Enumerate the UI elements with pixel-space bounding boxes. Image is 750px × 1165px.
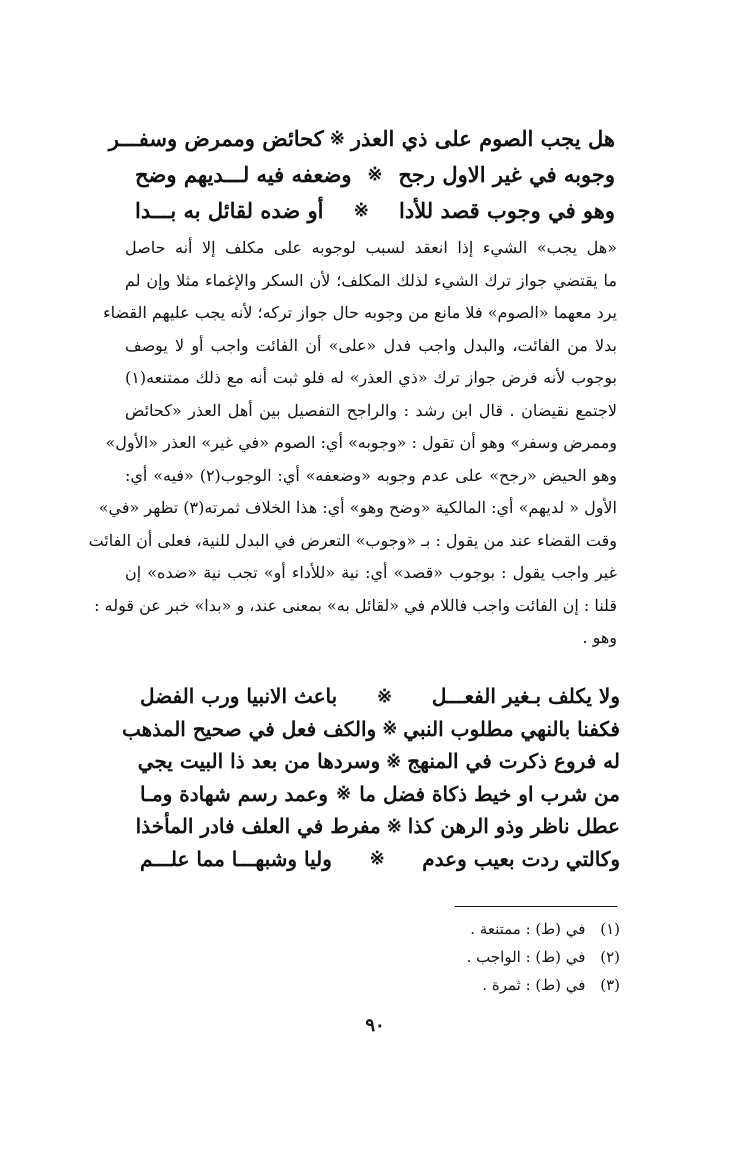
- commentary-line: بدلا من الفائت، والبدل واجب فدل «على» أن الفائت واجب أو لا يوصف: [125, 335, 617, 355]
- commentary-line: قلنا : إن الفائت واجب فاللام في «لقائل به» بمعنى عند، و «بدا» خبر عن قوله :: [94, 595, 617, 615]
- footnote-item: [380, 915, 620, 943]
- verse-second-hemistich: وعمد رسم شهادة ومـا: [140, 781, 329, 806]
- verse-first-hemistich: ولا يكلف بـغير الفعـــل: [431, 684, 620, 709]
- footnote-number: (٢): [600, 948, 620, 966]
- footnote-text: في (ط) : ثمرة .: [482, 976, 586, 994]
- footnote-text: في (ط) : ممتنعة .: [470, 920, 586, 938]
- commentary-line: لاجتمع نقيضان . قال ابن رشد : والراجح التفصيل بين أهل العذر «كحائض: [125, 400, 617, 420]
- verse-line: [135, 810, 620, 843]
- footnote-divider: [455, 906, 617, 907]
- commentary-line: بوجوب لأنه فرض جواز ترك «ذي العذر» له فلو ثبت أنه مع ذلك ممتنعه(١): [125, 368, 617, 387]
- commentary-line: غير واجب يقول : بوجوب «قصد» أي: نية «للأداء أو» تجب نية «ضده» إن: [125, 563, 617, 582]
- verse-second-hemistich: أو ضده لقائل به بـــدا: [135, 197, 324, 223]
- footnote-text: في (ط) : الواجب .: [466, 948, 586, 966]
- verse-line: [135, 156, 615, 192]
- verse-second-hemistich: وضعفه فيه لـــديهم وضح: [135, 161, 352, 187]
- verse-first-hemistich: من شرب او خيط ذكاة فضل ما: [359, 781, 620, 806]
- verse-first-hemistich: وجوبه في غير الاول رجح: [398, 161, 615, 187]
- verse-line: [137, 745, 620, 778]
- star-separator-icon: ※: [336, 783, 352, 805]
- verse-first-hemistich: وهو في وجوب قصد للأدا: [399, 197, 615, 223]
- star-separator-icon: ※: [369, 848, 385, 870]
- verse-second-hemistich: باعث الانبيا ورب الفضل: [140, 684, 338, 709]
- verse-block-bottom: [121, 680, 620, 875]
- commentary-line: وهو الحيض «رجح» على عدم وجوبه «وضعفه» أي: الوجوب(٢) «فيه» أي:: [125, 465, 617, 485]
- commentary-line: وهو .: [582, 628, 617, 647]
- verse-first-hemistich: هل يجب الصوم على ذي العذر: [350, 125, 615, 151]
- verse-line: [140, 680, 620, 713]
- verse-line: [121, 713, 620, 746]
- star-separator-icon: ※: [367, 163, 383, 185]
- footnote-number: (١): [600, 920, 620, 938]
- commentary-line: يرد معهما «الصوم» فلا مانع من وجوبه حال جواز تركه؛ لأنه يجب عليهم القضاء: [103, 303, 617, 322]
- star-separator-icon: ※: [353, 199, 369, 221]
- verse-line: [140, 843, 620, 876]
- star-separator-icon: ※: [382, 718, 398, 740]
- verse-second-hemistich: والكف فعل في صحيح المذهب: [121, 716, 377, 741]
- footnote-item: [380, 971, 620, 999]
- verse-block-top: [108, 120, 615, 228]
- verse-first-hemistich: له فروع ذكرت في المنهج: [407, 749, 620, 774]
- footnote-number: (٣): [600, 976, 620, 994]
- commentary-line: ما يقتضي جواز ترك الشيء لذلك المكلف؛ لأن السكر والإغماء مثلا وإن لم: [125, 270, 617, 290]
- verse-first-hemistich: فكفنا بالنهي مطلوب النبي: [403, 716, 620, 741]
- verse-second-hemistich: كحائض وممرض وسفـــر: [108, 125, 324, 151]
- verse-first-hemistich: وكالتي ردت بعيب وعدم: [422, 846, 620, 871]
- star-separator-icon: ※: [386, 750, 402, 772]
- verse-line: [108, 120, 615, 156]
- verse-second-hemistich: وليا وشبهـــا مما علـــم: [140, 846, 332, 871]
- page-number: ٩٠: [365, 1015, 385, 1036]
- verse-line: [135, 192, 615, 228]
- commentary-line: «هل يجب» الشيء إذا انعقد لسبب لوجوبه على مكلف إلا أنه حاصل: [125, 238, 617, 257]
- footnotes: [380, 915, 620, 999]
- commentary-line: وقت القضاء عند من يقول : بـ «وجوب» التعرض في البدل للنية، فعلى أن الفائت: [88, 530, 617, 550]
- star-separator-icon: ※: [376, 685, 393, 707]
- star-separator-icon: ※: [386, 815, 402, 837]
- star-separator-icon: ※: [329, 127, 345, 149]
- commentary-line: الأول « لديهم» أي: المالكية «وضح وهو» أي: هذا الخلاف ثمرته(٣) تظهر «في»: [98, 498, 617, 517]
- verse-first-hemistich: عطل ناظر وذو الرهن كذا: [407, 814, 620, 839]
- verse-line: [140, 778, 620, 811]
- commentary-text: [88, 232, 617, 655]
- verse-second-hemistich: وسردها من بعد ذا البيت يجي: [137, 749, 381, 774]
- footnote-item: [380, 943, 620, 971]
- verse-second-hemistich: مفرط في العلف فادر المأخذا: [135, 814, 381, 839]
- commentary-line: وممرض وسفر» وهو أن تقول : «وجوبه» أي: الصوم «في غير» العذر «الأول»: [105, 433, 617, 452]
